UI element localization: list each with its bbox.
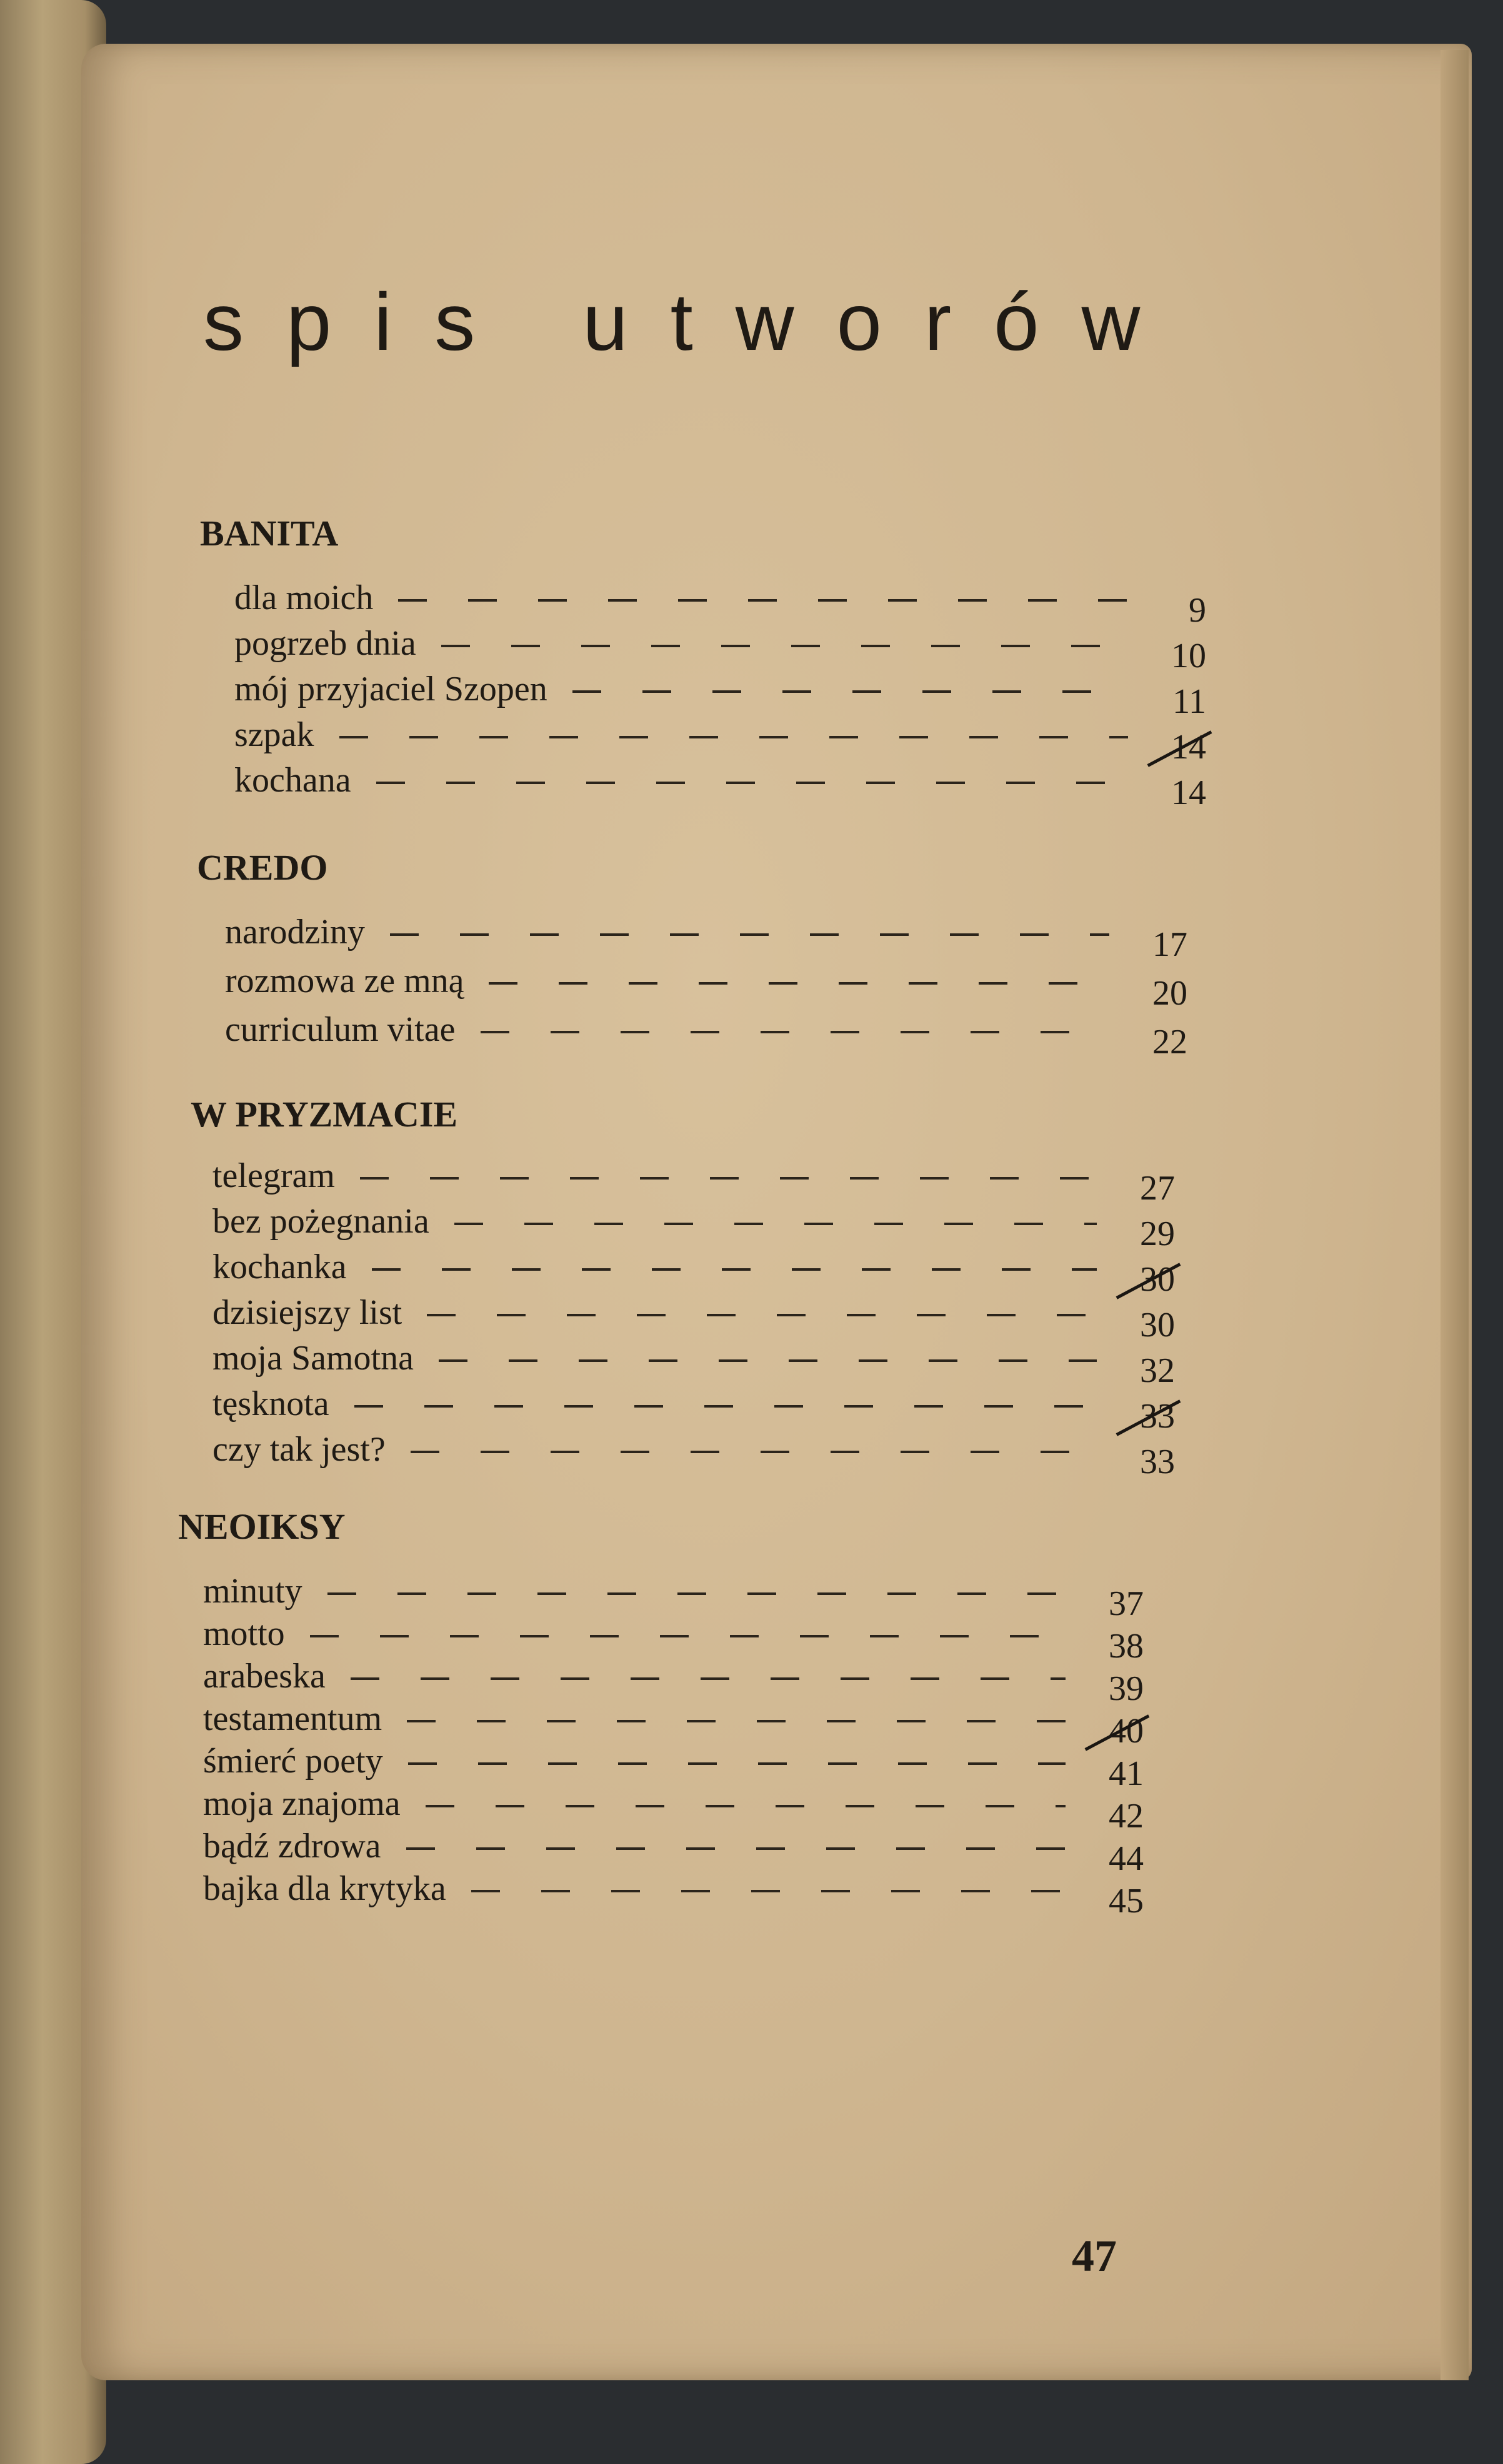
toc-entry (234, 578, 1206, 630)
toc-entry-page-text: 40 (1109, 1712, 1144, 1751)
toc-entry-page-text: 33 (1140, 1397, 1175, 1436)
dash-leader (471, 1890, 1066, 1892)
toc-entry (203, 1826, 1144, 1878)
toc-entry (203, 1656, 1144, 1708)
toc-entry-page-text: 14 (1171, 728, 1206, 767)
toc-entry-page-text: 30 (1140, 1260, 1175, 1299)
toc-entry-title: pogrzeb dnia (234, 624, 416, 663)
page-stack-edge (1441, 50, 1469, 2380)
toc-entry-page-text: 30 (1140, 1306, 1175, 1344)
toc-entry-page-text: 32 (1140, 1351, 1175, 1390)
toc-entry-title: czy tak jest? (212, 1430, 386, 1469)
toc-entry-title: testamentum (203, 1699, 382, 1738)
dash-leader (489, 982, 1109, 985)
dash-leader (441, 645, 1128, 647)
toc-entry (212, 1156, 1175, 1208)
toc-entry-title: arabeska (203, 1657, 326, 1696)
dash-leader (439, 1359, 1097, 1362)
toc-entry (212, 1201, 1175, 1253)
dash-leader (454, 1223, 1097, 1225)
toc-entry-page (1128, 973, 1187, 1013)
toc-entry (203, 1741, 1144, 1793)
dash-leader (408, 1762, 1066, 1765)
toc-entry (225, 961, 1187, 1013)
dash-leader (339, 736, 1128, 738)
toc-entry-page-text: 33 (1140, 1443, 1175, 1481)
dash-leader (407, 1720, 1066, 1722)
toc-entry-page-text: 41 (1109, 1754, 1144, 1793)
toc-entry-title: kochanka (212, 1248, 347, 1286)
toc-entry (225, 1010, 1187, 1061)
toc-entry-title: tęsknota (212, 1384, 329, 1423)
toc-entry-page-text: 45 (1109, 1882, 1144, 1920)
toc-entry-title: rozmowa ze mną (225, 961, 464, 1000)
toc-entry (212, 1338, 1175, 1390)
toc-entry-title: bez pożegnania (212, 1202, 429, 1241)
toc-entry-page-text: 14 (1171, 773, 1206, 812)
toc-entry-page (1084, 1881, 1144, 1921)
dash-leader (360, 1177, 1097, 1180)
toc-entry (203, 1869, 1144, 1920)
toc-entry-page-text: 20 (1152, 974, 1187, 1013)
toc-entry (234, 715, 1206, 767)
toc-entry (203, 1784, 1144, 1836)
toc-entry-title: mój przyjaciel Szopen (234, 670, 547, 708)
dash-leader (572, 690, 1128, 693)
dash-leader (327, 1592, 1066, 1595)
section-heading: NEOIKSY (178, 1506, 346, 1547)
toc-entry-page-text: 42 (1109, 1797, 1144, 1836)
page-title: spis utworów (203, 276, 1183, 367)
section-heading: CREDO (197, 847, 328, 888)
toc-entry-title: śmierć poety (203, 1742, 383, 1781)
toc-entry-page-text: 29 (1140, 1215, 1175, 1253)
toc-entry-page-text: 11 (1172, 682, 1206, 721)
toc-entry-page (1128, 925, 1187, 965)
toc-entry (203, 1571, 1144, 1623)
toc-entry-title: moja Samotna (212, 1339, 414, 1378)
dash-leader (390, 933, 1109, 936)
toc-entry-page-text: 10 (1171, 637, 1206, 675)
toc-entry-title: kochana (234, 761, 351, 800)
section-heading: BANITA (200, 513, 339, 554)
toc-entry-page-text: 37 (1109, 1584, 1144, 1623)
dash-leader (372, 1268, 1097, 1271)
dash-leader (351, 1677, 1066, 1680)
toc-entry (234, 623, 1206, 675)
toc-entry-title: minuty (203, 1572, 302, 1611)
dash-leader (427, 1314, 1097, 1316)
toc-entry-page-text: 17 (1152, 925, 1187, 964)
toc-entry-title: dzisiejszy list (212, 1293, 402, 1332)
toc-entry (234, 669, 1206, 721)
toc-entry (234, 760, 1206, 812)
toc-entry-title: narodziny (225, 913, 365, 951)
toc-entry-title: dla moich (234, 579, 374, 617)
toc-entry (203, 1614, 1144, 1666)
toc-entry-title: moja znajoma (203, 1784, 401, 1823)
toc-entry (212, 1384, 1175, 1436)
toc-entry-page-text: 44 (1109, 1839, 1144, 1878)
dash-leader (398, 599, 1128, 602)
dash-leader (411, 1451, 1097, 1453)
toc-entry (225, 912, 1187, 964)
toc-entry-title: curriculum vitae (225, 1010, 456, 1049)
toc-entry-page (1116, 1442, 1175, 1482)
toc-entry-page-text: 27 (1140, 1169, 1175, 1208)
toc-entry-title: bądź zdrowa (203, 1827, 381, 1865)
dash-leader (426, 1805, 1066, 1807)
toc-entry-page-text: 22 (1152, 1023, 1187, 1061)
toc-entry-title: szpak (234, 715, 314, 754)
dash-leader (481, 1031, 1109, 1033)
toc-entry-title: bajka dla krytyka (203, 1869, 446, 1908)
dash-leader (406, 1847, 1066, 1850)
toc-entry (212, 1429, 1175, 1481)
toc-entry-page-text: 39 (1109, 1669, 1144, 1708)
dash-leader (376, 782, 1128, 784)
toc-entry (212, 1293, 1175, 1344)
toc-entry-page-text: 9 (1189, 591, 1206, 630)
toc-entry-title: telegram (212, 1156, 335, 1195)
page-number: 47 (1072, 2231, 1117, 2281)
dash-leader (354, 1405, 1097, 1408)
dash-leader (310, 1635, 1066, 1637)
toc-entry-page-text: 38 (1109, 1627, 1144, 1666)
toc-entry-page (1147, 773, 1206, 813)
toc-entry-title: motto (203, 1614, 285, 1653)
section-heading: W PRYZMACIE (191, 1094, 458, 1135)
toc-entry (203, 1699, 1144, 1751)
toc-entry-page (1128, 1022, 1187, 1062)
toc-entry (212, 1247, 1175, 1299)
